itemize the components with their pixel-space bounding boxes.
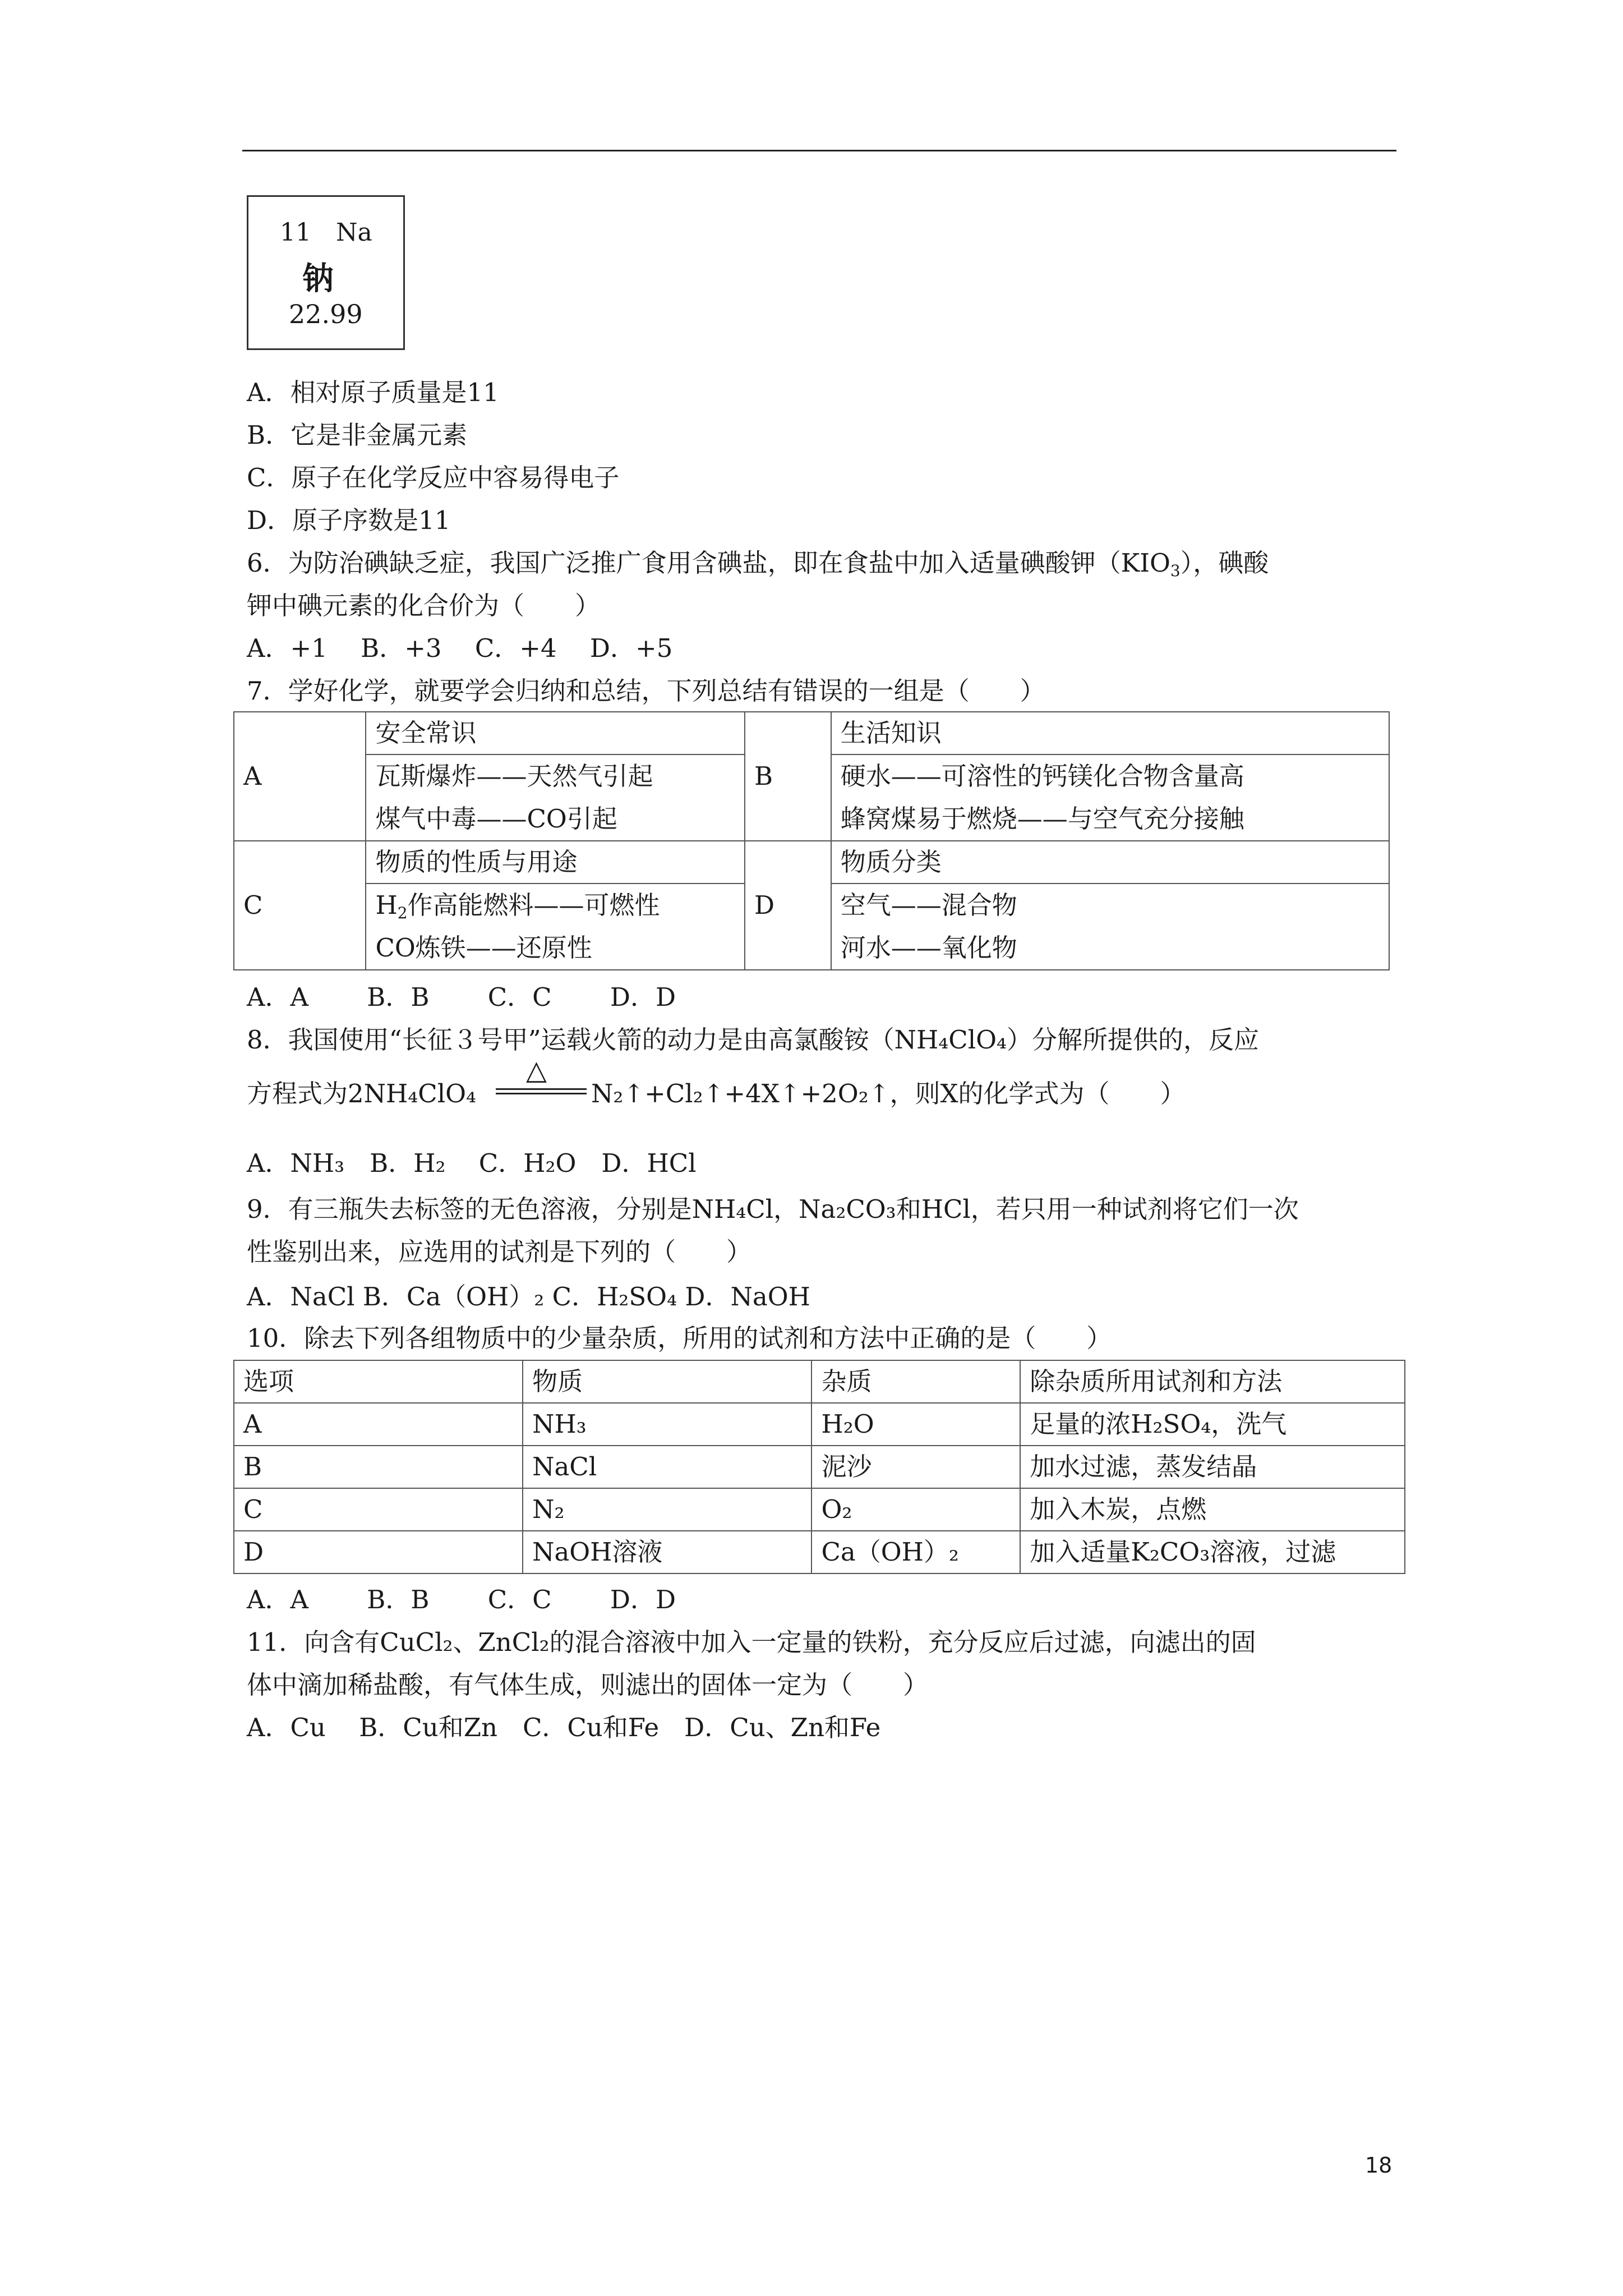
q10-impurity-table [233,1360,1405,1574]
q5-option-a: A．相对原子质量是11 [247,378,499,407]
q7-options: A．A B．B C．C D．D [247,982,676,1012]
table-row: A NH₃ H₂O 足量的浓H₂SO₄，洗气 [234,1403,1405,1446]
q5-option-b: B．它是非金属元素 [247,420,468,450]
delta-icon: △ [526,1055,547,1086]
q7-c-heading: 物质的性质与用途 [366,841,745,884]
q9-stem-line1: 9．有三瓶失去标签的无色溶液，分别是NH₄Cl，Na₂CO₃和HCl，若只用一种试剂将它们一次 [247,1194,1299,1224]
q11-options: A．Cu B．Cu和Zn C．Cu和Fe D．Cu、Zn和Fe [247,1713,881,1742]
q6-stem-line2: 钾中碘元素的化合价为（ ） [247,591,601,620]
q7-stem: 7．学好化学，就要学会归纳和总结，下列总结有错误的一组是（ ） [247,676,1045,706]
q7-d-heading: 物质分类 [831,841,1389,884]
q10-header-method: 除杂质所用试剂和方法 [1020,1360,1405,1403]
q7-c-items: $H_2$作高能燃料——可燃性 CO炼铁——还原性 [366,884,745,970]
q9-stem-line2: 性鉴别出来，应选用的试剂是下列的（ ） [247,1237,752,1267]
q7-a-items: 瓦斯爆炸——天然气引起 煤气中毒——CO引起 [366,754,745,841]
sodium-element-card [247,195,405,350]
table-row: C N₂ O₂ 加入木炭，点燃 [234,1488,1405,1531]
q7-d-items: 空气——混合物 河水——氧化物 [831,884,1389,970]
atomic-number: 11 [280,218,311,247]
q11-stem-line1: 11．向含有CuCl₂、ZnCl₂的混合溶液中加入一定量的铁粉，充分反应后过滤，向滤出的固 [247,1627,1256,1657]
q8-equation-left: 方程式为2NH₄ClO₄ [247,1079,477,1108]
q7-row-d-label: D [745,841,831,970]
header-rule [242,150,1396,151]
q7-b-heading: 生活知识 [831,712,1389,754]
atomic-mass: 22.99 [289,299,363,329]
element-name: 钠 [302,261,334,297]
q9-options: A．NaCl B．Ca（OH）₂ C．H₂SO₄ D．NaOH [247,1282,810,1312]
q7-row-c-label: C [234,841,366,970]
q8-options: A．NH₃ B．H₂ C．H₂O D．HCl [247,1148,697,1178]
q8-equation-right: N₂↑+Cl₂↑+4X↑+2O₂↑，则X的化学式为（ ） [591,1079,1186,1108]
q6-stem-line1: 6．为防治碘缺乏症，我国广泛推广食用含碘盐，即在食盐中加入适量碘酸钾$(KIO_3)$，碘酸 [247,548,1269,580]
q5-option-d: D．原子序数是11 [247,505,451,535]
q7-b-items: 硬水——可溶性的钙镁化合物含量高 蜂窝煤易于燃烧——与空气充分接触 [831,754,1389,841]
q6-options: A．+1 B．+3 C．+4 D．+5 [247,633,673,663]
table-row: D NaOH溶液 Ca（OH）₂ 加入适量K₂CO₃溶液，过滤 [234,1531,1405,1573]
q7-row-a-label: A [234,712,366,841]
q11-stem-line2: 体中滴加稀盐酸，有气体生成，则滤出的固体一定为（ ） [247,1670,929,1700]
q8-stem-line1: 8．我国使用“长征３号甲”运载火箭的动力是由高氯酸铵（NH₄ClO₄）分解所提供的，反应 [247,1025,1260,1055]
element-symbol: Na [336,218,372,247]
page-number: 18 [1365,2153,1393,2178]
table-header-row [234,1360,1405,1403]
q10-header-substance: 物质 [523,1360,811,1403]
q7-a-heading: 安全常识 [366,712,745,754]
q10-header-impurity: 杂质 [811,1360,1020,1403]
q10-stem: 10．除去下列各组物质中的少量杂质，所用的试剂和方法中正确的是（ ） [247,1323,1112,1353]
q7-summary-table [233,711,1390,970]
q10-options: A．A B．B C．C D．D [247,1585,676,1614]
heat-condition-sign [496,1057,587,1101]
q7-row-b-label: B [745,712,831,841]
q10-header-option: 选项 [234,1360,523,1403]
table-row: B NaCl 泥沙 加水过滤，蒸发结晶 [234,1446,1405,1488]
q5-option-c: C．原子在化学反应中容易得电子 [247,463,620,493]
